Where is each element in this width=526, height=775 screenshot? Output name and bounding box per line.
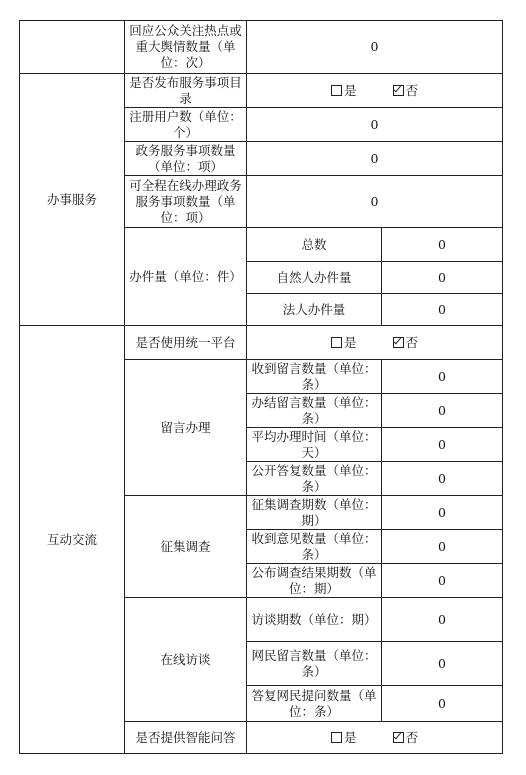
row-label: 是否提供智能问答 [125, 722, 247, 754]
row-label: 是否使用统一平台 [125, 326, 247, 360]
section-label-service: 办事服务 [20, 74, 125, 326]
group-label: 办件量（单位：件） [125, 228, 247, 326]
option-yes[interactable]: 是 [331, 83, 357, 99]
sub-value: 0 [382, 642, 503, 686]
row-label: 是否发布服务事项目录 [125, 74, 247, 108]
gov-info-table [19, 20, 503, 754]
row-value: 0 [247, 21, 503, 74]
yes-no-field [247, 74, 503, 108]
sub-label: 自然人办件量 [247, 262, 382, 294]
group-label: 在线访谈 [125, 598, 247, 722]
row-label: 注册用户数（单位：个） [125, 108, 247, 142]
sub-label: 公开答复数量（单位：条） [247, 462, 382, 496]
checkbox-yes[interactable] [331, 337, 342, 348]
option-yes[interactable]: 是 [331, 335, 357, 351]
sub-label: 访谈期数（单位：期） [247, 598, 382, 642]
row-label: 回应公众关注热点或重大舆情数量（单位：次） [125, 21, 247, 74]
table-row [20, 21, 503, 74]
checkbox-yes[interactable] [331, 85, 342, 96]
sub-label: 总数 [247, 228, 382, 262]
row-value: 0 [247, 108, 503, 142]
section-label-interaction: 互动交流 [20, 326, 125, 754]
empty-cell [20, 21, 125, 74]
checkbox-no-checked[interactable] [393, 337, 404, 348]
sub-value: 0 [382, 360, 503, 394]
row-label: 可全程在线办理政务服务事项数量（单位：项） [125, 176, 247, 228]
sub-label: 平均办理时间（单位：天） [247, 428, 382, 462]
option-no[interactable]: 否 [393, 83, 419, 99]
sub-label: 办结留言数量（单位：条） [247, 394, 382, 428]
option-no[interactable]: 否 [393, 335, 419, 351]
group-label: 留言办理 [125, 360, 247, 496]
sub-value: 0 [382, 262, 503, 294]
option-no[interactable]: 否 [393, 730, 419, 746]
checkbox-yes[interactable] [331, 732, 342, 743]
yes-no-field [247, 326, 503, 360]
sub-value: 0 [382, 394, 503, 428]
sub-value: 0 [382, 496, 503, 530]
group-label: 征集调查 [125, 496, 247, 598]
sub-value: 0 [382, 228, 503, 262]
row-value: 0 [247, 142, 503, 176]
table-row [20, 326, 503, 360]
sub-value: 0 [382, 428, 503, 462]
sub-label: 公布调查结果期数（单位：期） [247, 564, 382, 598]
checkbox-no-checked[interactable] [393, 732, 404, 743]
sub-label: 答复网民提问数量（单位：条） [247, 686, 382, 722]
sub-value: 0 [382, 564, 503, 598]
option-yes[interactable]: 是 [331, 730, 357, 746]
sub-label: 收到意见数量（单位：条） [247, 530, 382, 564]
checkbox-no-checked[interactable] [393, 85, 404, 96]
sub-value: 0 [382, 686, 503, 722]
sub-label: 网民留言数量（单位：条） [247, 642, 382, 686]
sub-value: 0 [382, 294, 503, 326]
row-value: 0 [247, 176, 503, 228]
table-row [20, 74, 503, 108]
yes-no-field [247, 722, 503, 754]
row-label: 政务服务事项数量（单位：项） [125, 142, 247, 176]
sub-value: 0 [382, 462, 503, 496]
sub-value: 0 [382, 530, 503, 564]
sub-label: 征集调查期数（单位：期） [247, 496, 382, 530]
sub-value: 0 [382, 598, 503, 642]
sub-label: 法人办件量 [247, 294, 382, 326]
sub-label: 收到留言数量（单位：条） [247, 360, 382, 394]
